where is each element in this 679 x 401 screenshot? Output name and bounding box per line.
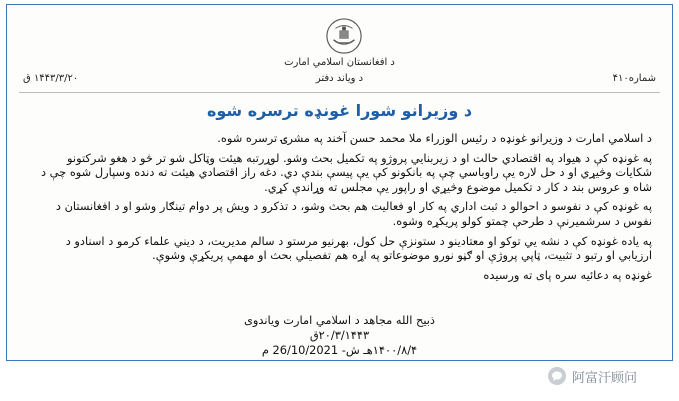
signature-name: ذبیح الله مجاهد د اسلامي امارت ویاندوی xyxy=(243,313,436,327)
paragraph-2 xyxy=(31,151,652,195)
document-title: د وزیرانو شورا غونډه ترسره شوه xyxy=(206,101,473,120)
signature-date-qamari: ۲۰/۳/۱۴۴۳ق xyxy=(309,328,370,342)
paragraph-line: په غونډه کې د هیواد په اقتصادي حالت او د زیربنایي پروژو په تکمیل بحث وشو. لوړرتبه هیئت وټاکل شو تر څو د هغو شرکتونو xyxy=(67,150,652,165)
source-watermark xyxy=(548,364,637,388)
paragraph-4 xyxy=(31,234,652,263)
header-date: ۱۴۴۳/۳/۲۰ ق xyxy=(23,73,79,84)
paragraph-1 xyxy=(31,131,652,146)
document-body xyxy=(31,131,652,282)
paragraph-line: شکایات وڅیړي او د حل لاره یې راوباسي چې په بانکونو کې یې پیسې بندې دي. دغه راز اقتصادي هیئت ته دنده وسپارل شوه چې د xyxy=(40,165,652,180)
signature-date-line: ۱۴۰۰/۸/۴هـ ش- 26/10/2021 م xyxy=(261,343,418,357)
header-divider xyxy=(19,92,660,93)
emirate-emblem-icon xyxy=(325,17,363,55)
paragraph-line: د اسلامي امارت د وزیرانو غونډه د رئيس الوزراء ملا محمد حسن آخند په مشرۍ ترسره شوه. xyxy=(217,131,652,145)
watermark-text: 阿富汗顾问 xyxy=(572,370,638,386)
paragraph-5 xyxy=(31,268,652,283)
paragraph-line: شاه و عروس بند د کار د تکمیل موضوع وڅیړي او راپور یې مجلس ته وړاندې کړي. xyxy=(264,179,652,194)
paragraph-line: نفوس د سرشمیرنې د طرحې چمتو کولو پریکړه وشوه. xyxy=(392,213,652,228)
spokesman-office: د ویاند دفتر xyxy=(315,73,364,84)
chat-bubble-icon xyxy=(548,367,566,385)
emirate-name: د افغانستان اسلامي امارت xyxy=(284,57,395,68)
letter-frame xyxy=(6,4,673,361)
paragraph-line: غونډه په دعائیه سره پای ته ورسیده xyxy=(483,267,652,282)
paragraph-3 xyxy=(31,199,652,228)
paragraph-line: ارزیابي او رتبو د تثبیت، ټاپي پروژې او ګڼو نورو موضوعاتو په اړه هم تفصیلي بحث او مهمې پریکړې وشوې. xyxy=(152,248,652,263)
paragraph-line: په غونډه کې د نفوسو د احوالو د ثبت اداري په کار او فعالیت هم بحث وشو، د تذکرو د ویش پر دوام تینګار وشو او د افغانستان د xyxy=(55,199,652,214)
paragraph-line: په یاده غونډه کې د نشه یي توکو او معتادینو د ستونزې حل کول، بهرنیو مرستو د سالم مدیریت، د دیني علماء کرمو د اسنادو د xyxy=(65,233,652,248)
reference-number: شماره۴۱۰ xyxy=(612,73,656,84)
